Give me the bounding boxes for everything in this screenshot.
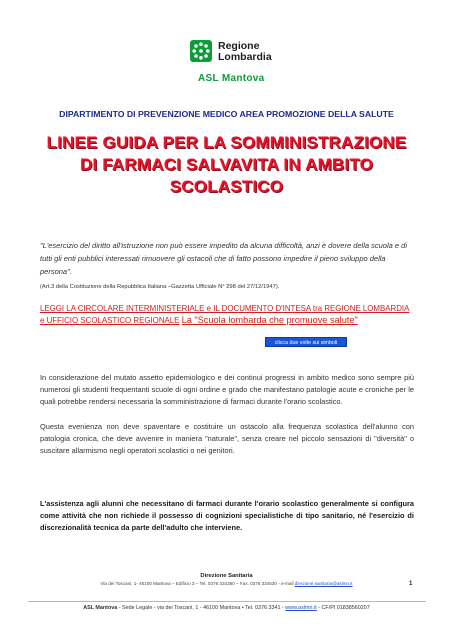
double-click-symbols-button[interactable]: clicca due volte sui simboli (265, 337, 347, 347)
title-line-3: SCOLASTICO (169, 177, 284, 196)
footer-asl-info (0, 605, 453, 611)
paragraph-2: Questa evenienza non deve spaventare e costituire un ostacolo alla frequenza scolastica dell'alunno con patologia cronica, che deve avvenire in maniera "naturale", senza creare nel piccolo sensazioni di "diversità" o suscitare allarmismo negli operatori scolastici o nei genitori. (40, 422, 414, 455)
asl-label: ASL (198, 73, 219, 84)
footer-address-text: Via dei Toscani, 1- 46100 Mantova – Edificio 3 – Tel. 0376 334380 – Fax. 0376 334530 - e-mail (100, 581, 294, 586)
footer-asl-name: ASL Mantova (83, 605, 118, 611)
asl-mantova-label (198, 73, 265, 84)
logo-line-regione: Regione (218, 40, 260, 52)
footer-site-link[interactable]: www.aslmn.it (285, 605, 317, 611)
regione-lombardia-logo (190, 40, 290, 70)
school-health-link[interactable]: La "Scuola lombarda che promuove salute" (181, 314, 358, 325)
title-line-2: DI FARMACI SALVAVITA IN AMBITO (79, 155, 374, 174)
logo-text (218, 41, 272, 62)
document-title (40, 132, 413, 198)
footer-divider (28, 601, 426, 602)
quote-citation: (Art.3 della Costituzione della Repubblica Italiana –Gazzetta Ufficiale N° 298 del 27/12/1947). (40, 284, 280, 290)
rosa-camuna-icon (190, 40, 212, 62)
title-line-1: LINEE GUIDA PER LA SOMMINISTRAZIONE (46, 133, 407, 152)
circular-link[interactable]: LEGGI LA CIRCOLARE INTERMINISTERIALE e IL DOCUMENTO D'INTESA tra REGIONE LOMBARDIA e UFFICIO SCOLASTICO REGIONALE (40, 304, 410, 325)
paragraph-3: L'assistenza agli alunni che necessitano di farmaci durante l'orario scolastico generalmente si configura come attività che non richiede il possesso di cognizioni specialistiche di tipo sanitario, né l'esercizio di discrezionalità tecnica da parte dell'adulto che interviene. (40, 499, 414, 532)
links-block (40, 303, 414, 326)
logo-line-lombardia: Lombardia (218, 50, 272, 63)
department-heading: DIPARTIMENTO DI PREVENZIONE MEDICO AREA PROMOZIONE DELLA SALUTE (59, 109, 394, 119)
paragraph-1: In considerazione del mutato assetto epidemiologico e dei continui progressi in ambito medico sono sempre più numerosi gli studenti frequentanti scuole di ogni ordine e grado che manifestano patologie acute e croniche per le quali potrebbe rendersi necessaria la somministrazione di farmaci durante l'orario scolastico. (40, 373, 414, 406)
footer-asl-details: - Sede Legale - via dei Toscani, 1 - 46100 Mantova • Tel. 0376 3341 - (117, 605, 286, 611)
footer-asl-tax: - CF/PI 01838560207 (316, 605, 370, 611)
page-number: 1 (409, 581, 413, 587)
asl-sub-label: Mantova (221, 73, 265, 84)
constitution-quote: "L'esercizio del diritto all'istruzione non può essere impedito da alcuna difficoltà, anzi è dovere della scuola e di tutti gli enti pubblici interessati rimuovere gli ostacoli che di fatto possono impedire il pieno sviluppo della persona". (40, 241, 407, 276)
footer-address (0, 581, 453, 586)
footer-email-link[interactable]: direzione.sanitaria@aslmn.it (294, 581, 353, 586)
footer-title: Direzione Sanitaria (200, 573, 253, 579)
